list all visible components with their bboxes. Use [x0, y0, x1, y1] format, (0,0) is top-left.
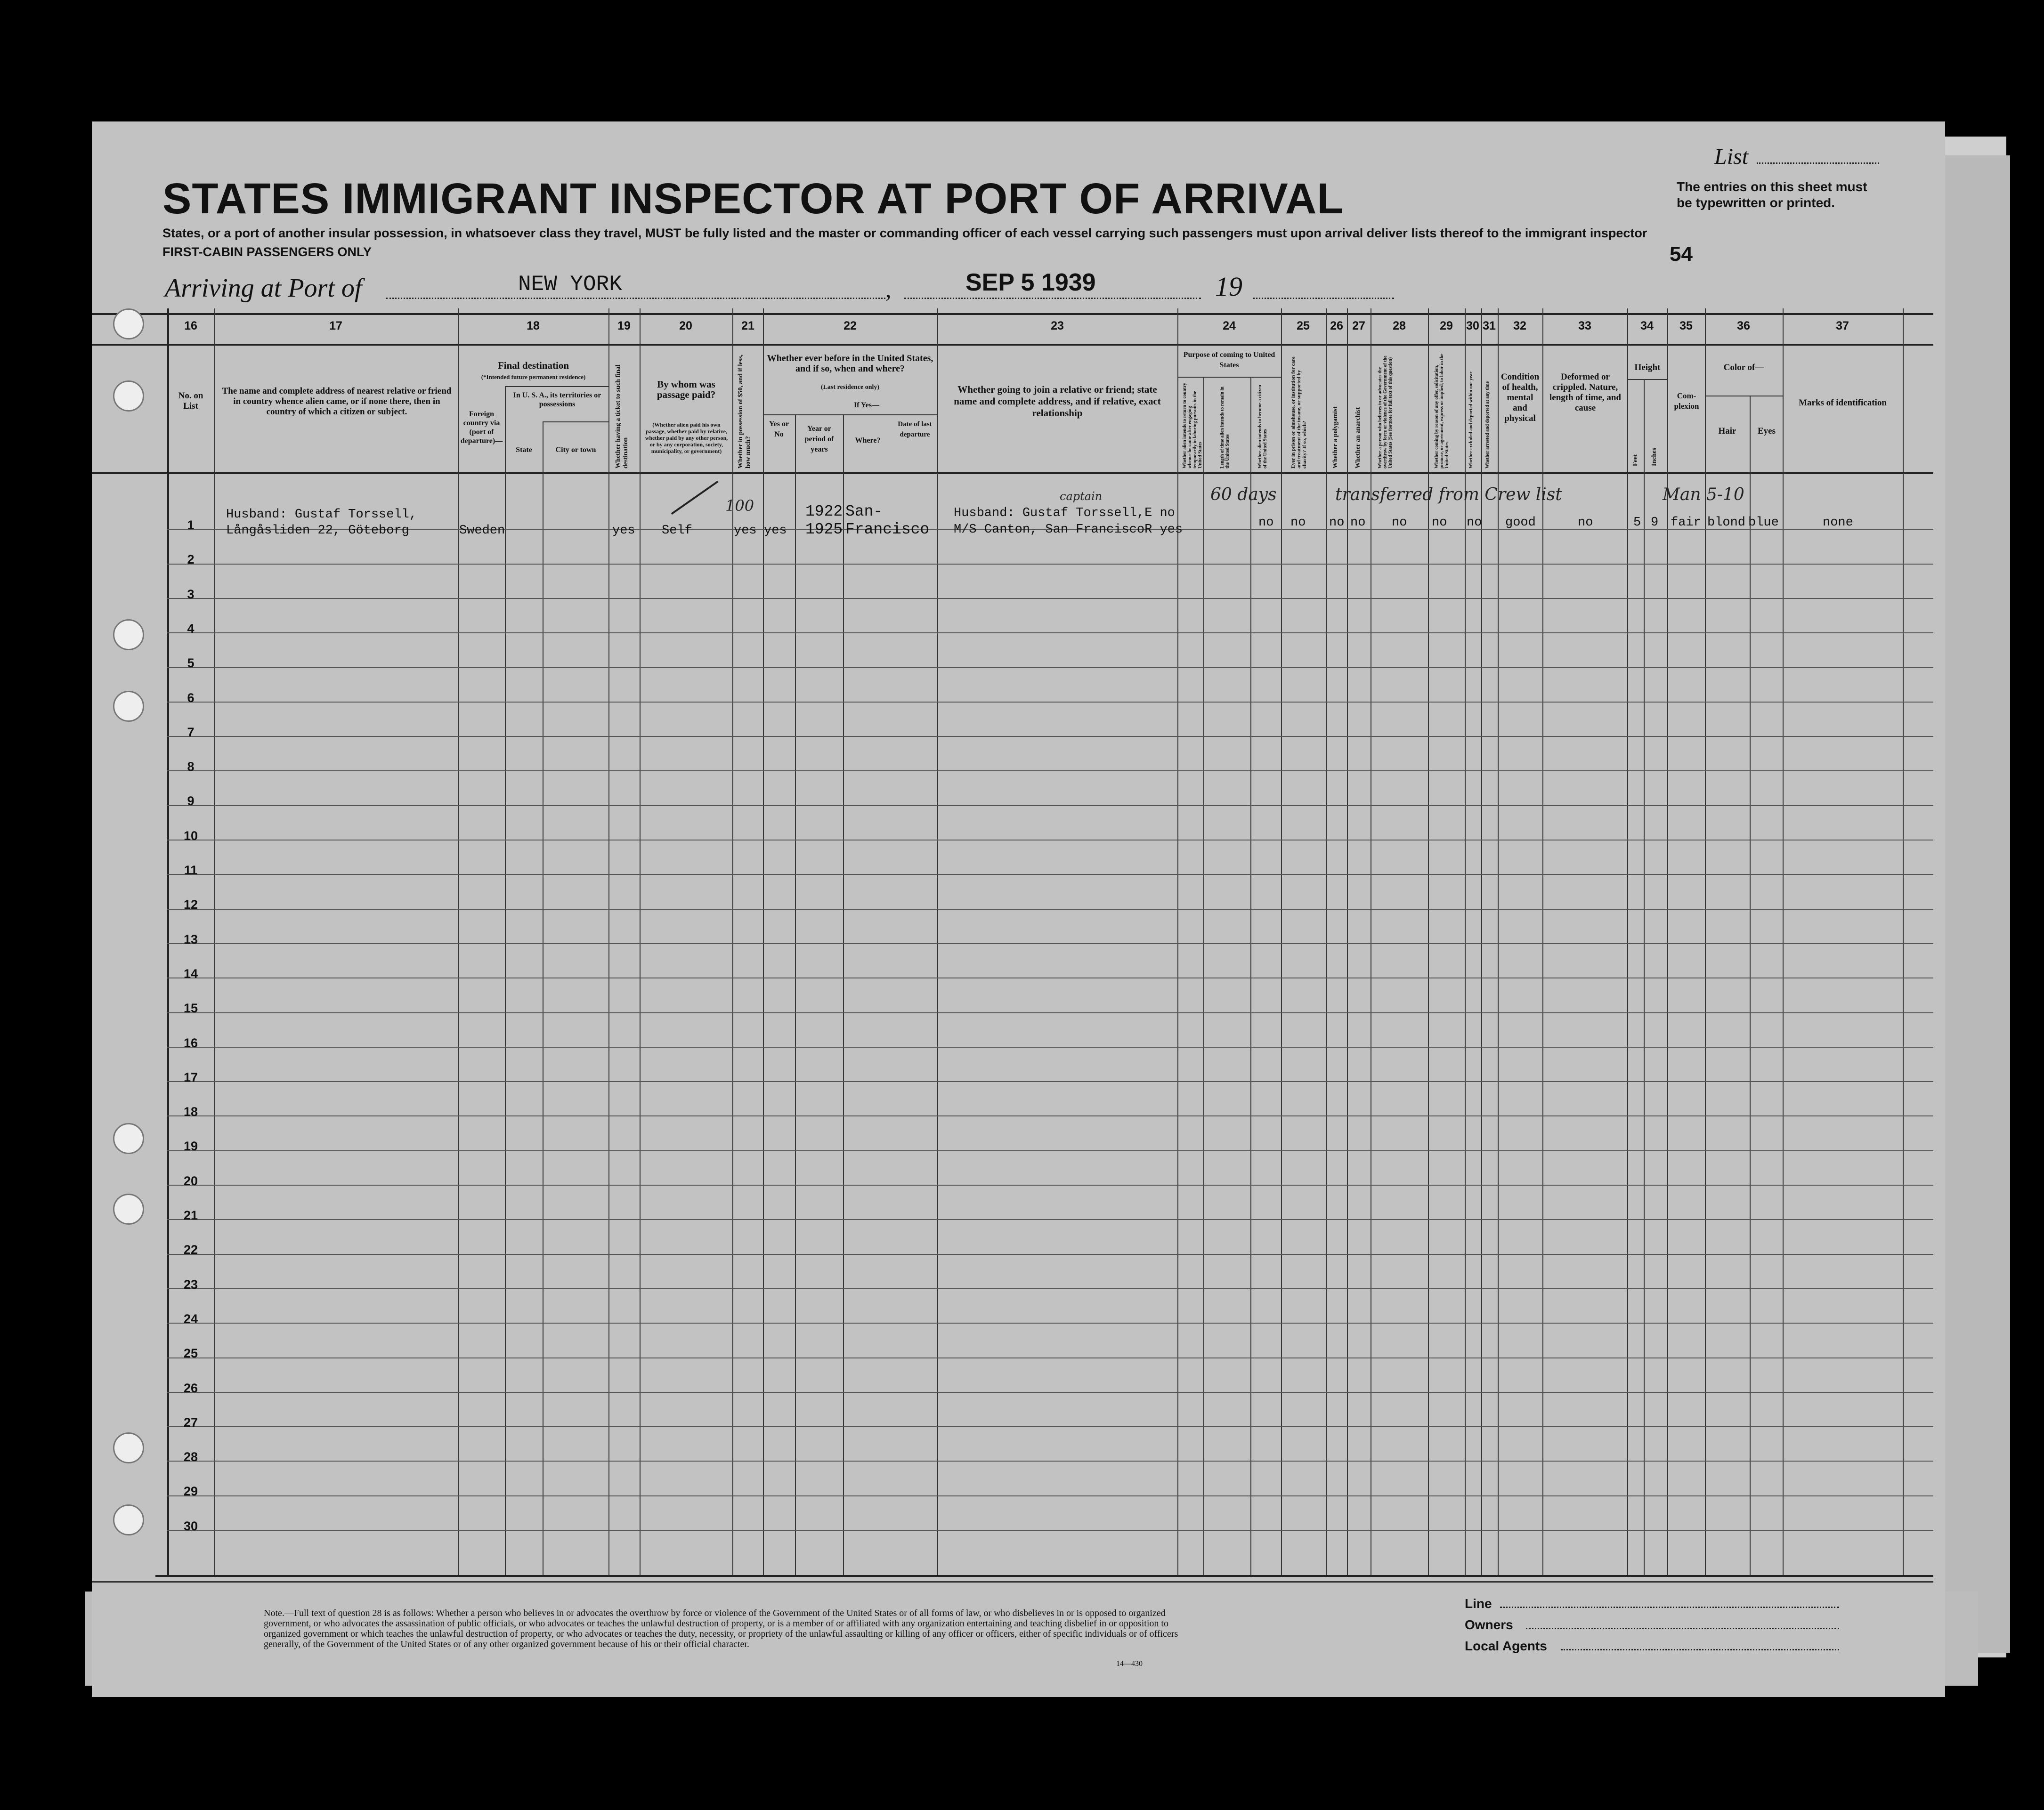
column-number: 29 [1440, 319, 1453, 332]
header-feet: Feet [1632, 454, 1639, 466]
header-foreign-country: Foreign country via (port of departure)— [460, 410, 503, 445]
row-rule [167, 702, 1933, 703]
entry-ticket: yes [612, 524, 635, 538]
header-if-yes: If Yes— [853, 401, 880, 409]
row-number: 14 [183, 967, 198, 981]
row-number: 5 [187, 656, 195, 670]
entry-complexion: fair [1671, 516, 1701, 530]
header-possession-50: Whether in possession of $50, and if less, how much? [737, 354, 752, 469]
page-subtitle-class: FIRST-CABIN PASSENGERS ONLY [162, 245, 372, 259]
port-value: NEW YORK [518, 272, 622, 297]
row-rule [167, 1426, 1933, 1427]
header-nearest-relative: The name and complete address of nearest relative or friend in country whence alien came, or if none there, then in country of which a citizen or subject. [222, 386, 452, 417]
row-number: 27 [183, 1415, 198, 1430]
column-number: 22 [844, 319, 857, 332]
column-rule [608, 308, 609, 1575]
column-number: 23 [1051, 319, 1064, 332]
row-rule [167, 632, 1933, 633]
row-number: 26 [183, 1381, 198, 1395]
entry-overthrow: no [1350, 516, 1366, 530]
year-field-line [1253, 298, 1394, 299]
row-rule [167, 1012, 1933, 1013]
subheader-rule [1627, 379, 1667, 380]
column-number: 37 [1836, 319, 1849, 332]
header-hair: Hair [1718, 426, 1736, 436]
header-deformed: Deformed or crippled. Nature, length of time, and cause [1549, 372, 1621, 413]
header-complexion: Com- plexion [1674, 391, 1699, 411]
header-anarchist: Whether an anarchist [1355, 407, 1362, 469]
list-field-line [1757, 162, 1879, 164]
entry-where-1: San- [845, 503, 883, 520]
paper-stack-edge [1943, 155, 2010, 1653]
column-rule [1326, 308, 1327, 1575]
punch-hole [113, 1123, 144, 1154]
column-rule [1281, 308, 1282, 1575]
column-number: 28 [1393, 319, 1406, 332]
entry-years-1: 1922 [805, 503, 843, 520]
column-number: 25 [1297, 319, 1310, 332]
row-rule [167, 1392, 1933, 1393]
header-color-of: Color of— [1723, 363, 1764, 372]
punch-hole [113, 1504, 144, 1535]
row-number: 15 [183, 1001, 198, 1015]
column-number: 21 [741, 319, 754, 332]
owners-field [1526, 1628, 1839, 1629]
punch-hole [113, 1432, 144, 1463]
entry-hair: blond [1707, 516, 1746, 530]
header-purpose: Purpose of coming to United States [1183, 351, 1275, 369]
list-label: List [1714, 144, 1749, 169]
row-rule [167, 943, 1933, 944]
header-purpose-citizen: Whether alien intends to become a citizen of the United States [1257, 385, 1268, 469]
row-number: 4 [187, 622, 195, 636]
header-passage-paid: By whom was passage paid? [657, 379, 716, 400]
column-number: 17 [329, 319, 342, 332]
row-number: 30 [183, 1519, 198, 1533]
header-prison: Ever in prison or almshouse, or institution for care and treatment of the insane, or supported by charity? If so, which? [1290, 356, 1307, 469]
subheader-rule [543, 421, 608, 422]
punch-hole [113, 380, 144, 412]
row-rule [167, 1081, 1933, 1082]
row-number: 21 [183, 1208, 198, 1222]
line-label: Line [1465, 1596, 1492, 1611]
entry-deformed: no [1578, 516, 1593, 530]
column-number: 20 [679, 319, 692, 332]
row-rule [167, 770, 1933, 771]
header-ever-before: Whether ever before in the United States, and if so, when and where? [767, 353, 933, 374]
header-polygamist: Whether a polygamist [1332, 406, 1339, 469]
entry-join-line1: Husband: Gustaf Torssell,E no [954, 506, 1175, 520]
table-bottom-border [155, 1575, 1933, 1577]
header-induced: Whether coming by reason of any offer, solicitation, promise, or agreement, express or implied, to labor in the United States [1434, 354, 1450, 469]
row-number: 6 [187, 691, 195, 705]
row-number: 17 [183, 1070, 198, 1084]
row-number: 22 [183, 1243, 198, 1257]
header-purpose-length: Length of time alien intends to remain in the United States [1220, 387, 1230, 469]
column-rule [1644, 379, 1645, 1575]
row-number: 28 [183, 1450, 198, 1464]
entry-health: good [1505, 516, 1536, 530]
header-excluded: Whether excluded and deported within one year [1468, 372, 1474, 469]
column-rule [1177, 308, 1178, 1575]
header-arrested: Whether arrested and deported at any time [1485, 381, 1490, 469]
entry-polygamist: no [1290, 516, 1306, 530]
row-rule [167, 1461, 1933, 1462]
footnote: Note.—Full text of question 28 is as follows: Whether a person who believes in or advocates the overthrow by force or violence of the Government of the United States or of all forms of law, or who disbelieves in or is opposed to organized government, or who advocates the assassination of public officials, or who advocates or teaches the unlawful destruction of property, or is a member of or affiliated with any organization entertaining and teaching disbelief in or opposition to organized government or which teaches the unlawful destruction of property, or who advocates or teaches the duty, necessity, or propriety of the unlawful assaulting or killing of any officer or officers, either of specific individuals or of officers generally, of the Government of the United States or of any other organized government because of his or their official character. [264, 1608, 1178, 1649]
row-number: 3 [187, 587, 195, 601]
row-number: 2 [187, 552, 195, 566]
row-rule [167, 1115, 1933, 1116]
header-year-period: Year or period of years [804, 425, 834, 453]
entry-transfer-hand: transferred from Crew list [1335, 485, 1562, 504]
column-rule [458, 308, 459, 1575]
date-field-line [904, 298, 1201, 299]
header-bottom-rule [92, 472, 1933, 474]
date-stamp: SEP 5 1939 [965, 269, 1096, 296]
punch-hole [113, 1194, 144, 1225]
header-yes-or-no: Yes or No [769, 420, 789, 438]
page-number: 54 [1670, 242, 1693, 266]
entry-induced: no [1392, 516, 1407, 530]
entry-relative-line1: Husband: Gustaf Torssell, [226, 508, 417, 522]
row-rule [167, 1185, 1933, 1186]
punch-hole [113, 691, 144, 722]
row-number: 20 [183, 1174, 198, 1188]
entry-money-hand: 100 [725, 497, 754, 515]
row-rule [167, 805, 1933, 806]
column-rule [937, 308, 938, 1575]
row-rule [167, 1495, 1933, 1496]
row-rule [167, 1219, 1933, 1220]
column-rule [1903, 308, 1904, 1575]
entry-relative-line2: Långåsliden 22, Göteborg [226, 524, 409, 538]
row-number: 9 [187, 794, 195, 808]
entry-prison: no [1258, 516, 1274, 530]
column-rule [1203, 377, 1204, 1575]
header-final-destination-note: (*Intended future permanent residence) [481, 373, 586, 380]
row-number: 23 [183, 1277, 198, 1292]
entry-foreign-country: Sweden [459, 524, 505, 538]
row-number: 12 [183, 897, 198, 912]
entry-been-before: yes [764, 524, 787, 538]
header-where: Where? [855, 436, 881, 444]
header-no-on-list: No. on List [178, 391, 203, 411]
column-number: 31 [1483, 319, 1496, 332]
column-number: 33 [1578, 319, 1591, 332]
column-number: 32 [1513, 319, 1526, 332]
column-rule [1250, 377, 1251, 1575]
row-number: 1 [187, 518, 195, 532]
header-inches: Inches [1651, 448, 1658, 466]
entry-anarchist: no [1329, 516, 1345, 530]
header-passage-paid-note: (Whether alien paid his own passage, whether paid by relative, whether paid by any other person, or by any corporation, society, municipality, or government) [645, 421, 728, 454]
header-in-usa: In U. S. A., its territories or possessions [513, 391, 601, 408]
row-rule [167, 736, 1933, 737]
header-overthrow: Whether a person who believes in or advocates the overthrow by force or violence of the Government of the United States (See footnote for full text of this question) [1378, 356, 1393, 469]
row-rule [167, 1047, 1933, 1048]
entry-purpose-hand: 60 days [1210, 485, 1277, 504]
header-purpose-return: Whether alien intends to return to country whence he came after engaging temporarily in laboring pursuits in the United States [1182, 383, 1203, 469]
top-note-line: be typewritten or printed. [1677, 195, 1835, 210]
punch-hole [113, 619, 144, 650]
row-rule [167, 1288, 1933, 1289]
column-rule [795, 414, 796, 1575]
row-number: 24 [183, 1312, 198, 1326]
header-ticket: Whether having a ticket to such final destination [615, 364, 629, 469]
subheader-rule [1177, 377, 1281, 378]
column-number-rule [92, 344, 1933, 346]
column-rule [214, 308, 215, 1575]
header-eyes: Eyes [1758, 426, 1776, 436]
table-top-border [92, 313, 1933, 315]
column-rule [843, 414, 844, 1575]
entry-money: yes [734, 524, 757, 538]
row-rule [167, 1530, 1933, 1531]
entry-remark-hand: Man 5-10 [1663, 485, 1744, 504]
entry-marks: none [1823, 516, 1853, 530]
header-marks: Marks of identification [1799, 398, 1887, 408]
row-rule [167, 874, 1933, 875]
column-number: 18 [527, 319, 540, 332]
column-number: 27 [1352, 319, 1365, 332]
local-agents-label: Local Agents [1465, 1639, 1547, 1653]
entry-arrested: no [1467, 516, 1482, 530]
entry-passage-paid: Self [662, 524, 692, 538]
row-number: 18 [183, 1105, 198, 1119]
entry-excluded: no [1432, 516, 1447, 530]
arriving-label: Arriving at Port of [165, 274, 362, 303]
top-note [1677, 179, 1867, 211]
punch-hole [113, 308, 144, 339]
entry-join-hand: captain [1060, 490, 1103, 503]
column-rule [1750, 396, 1751, 1575]
row-rule [167, 564, 1933, 565]
subheader-rule [505, 386, 608, 387]
header-final-destination: Final destination [497, 360, 569, 371]
row-number: 11 [184, 863, 198, 877]
column-number: 26 [1330, 319, 1343, 332]
row-number: 19 [183, 1139, 198, 1153]
column-rule [1783, 308, 1784, 1575]
port-field-line [386, 298, 885, 299]
column-number: 19 [617, 319, 631, 332]
row-number: 13 [183, 932, 198, 946]
header-health: Condition of health, mental and physical [1501, 372, 1540, 423]
column-rule [763, 308, 764, 1575]
column-rule [640, 308, 641, 1575]
entry-feet: 5 [1633, 516, 1641, 530]
header-joining-relative: Whether going to join a relative or friend; state name and complete address, and if relative, exact relationship [954, 384, 1161, 419]
column-number: 24 [1223, 319, 1236, 332]
column-number: 16 [184, 319, 197, 332]
row-rule [167, 909, 1933, 910]
row-rule [167, 1323, 1933, 1324]
local-agents-field [1561, 1649, 1839, 1650]
top-note-line: The entries on this sheet must [1677, 179, 1867, 194]
page-subtitle: States, or a port of another insular possession, in whatsoever class they travel, MUST be fully listed and the master or commanding officer of each vessel carrying such passengers must upon arrival deliver lists thereof to the immigrant inspector [162, 226, 1647, 240]
subheader-rule [763, 414, 937, 415]
year-prefix: 19 [1215, 271, 1242, 302]
row-rule [167, 667, 1933, 668]
header-state: State [516, 446, 532, 454]
row-number: 29 [183, 1484, 198, 1498]
row-number: 8 [187, 760, 195, 774]
column-number: 30 [1466, 319, 1479, 332]
entry-years-2: 1925 [805, 521, 843, 538]
form-code: 14—430 [1116, 1660, 1143, 1668]
row-rule [167, 1254, 1933, 1255]
header-height: Height [1634, 363, 1661, 372]
entry-inches: 9 [1651, 516, 1659, 530]
header-city: City or town [555, 446, 596, 454]
table-bottom-border-double [92, 1581, 1933, 1583]
header-date-last-departure: Date of last departure [898, 420, 932, 438]
row-number: 10 [183, 829, 198, 843]
entry-eyes: blue [1748, 516, 1779, 530]
column-number: 35 [1679, 319, 1693, 332]
row-number: 16 [183, 1036, 198, 1050]
row-rule [167, 598, 1933, 599]
page-title: STATES IMMIGRANT INSPECTOR AT PORT OF ARRIVAL [162, 175, 1344, 223]
column-number: 36 [1737, 319, 1750, 332]
entry-join-line2: M/S Canton, San FranciscoR yes [954, 523, 1183, 537]
row-number: 25 [183, 1346, 198, 1360]
row-number: 7 [187, 725, 195, 739]
column-number: 34 [1640, 319, 1654, 332]
owners-label: Owners [1465, 1617, 1513, 1632]
column-rule [1627, 308, 1628, 1575]
entry-where-2: Francisco [845, 521, 930, 538]
header-ever-before-note: (Last residence only) [820, 384, 880, 391]
row-rule [167, 1150, 1933, 1151]
port-comma: , [885, 276, 892, 302]
line-field [1500, 1607, 1839, 1608]
